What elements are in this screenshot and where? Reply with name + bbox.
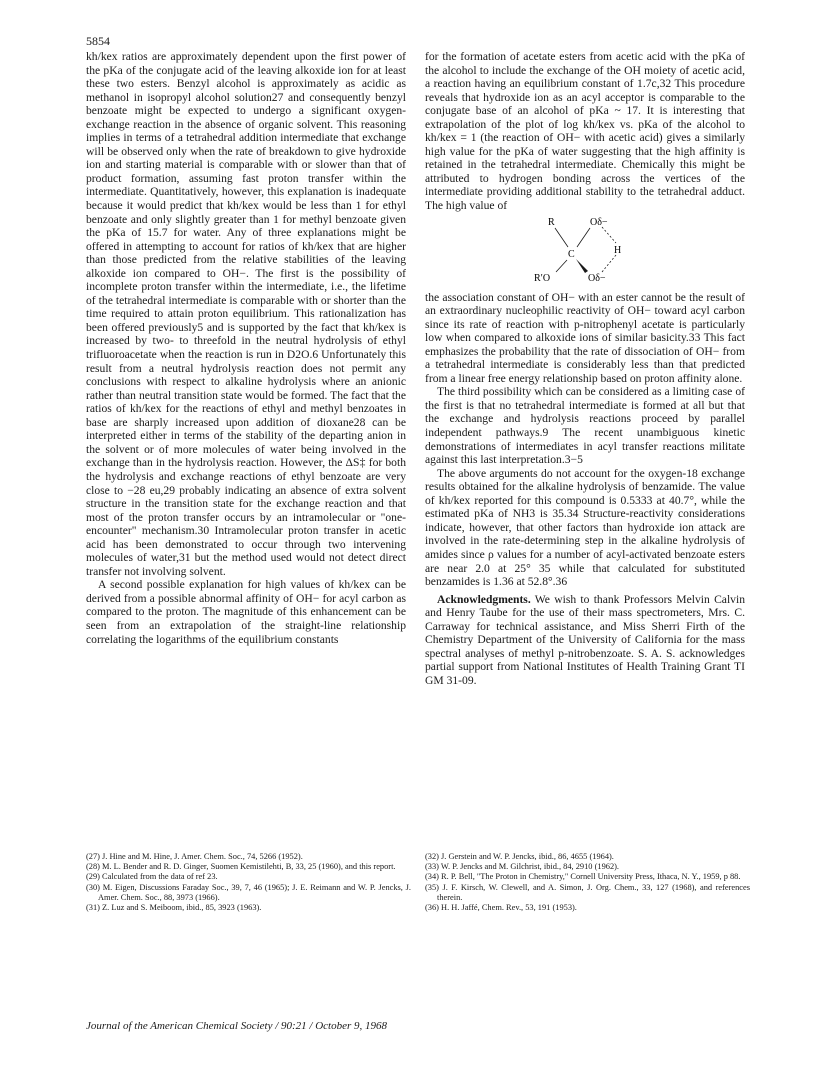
body-paragraph: The third possibility which can be considered as a limiting case of the first is that no tetrahedral intermediate is formed at all but that the exchange and hydrolysis reactions proceed by parallel independent pathways.9 The recent unambiguous kinetic demonstrations of intermediates in acyl transfer reactions militate against this last interpretation.3−5 xyxy=(425,385,745,467)
page-number: 5854 xyxy=(86,34,110,48)
body-paragraph: for the formation of acetate esters from acetic acid with the pKa of the alcohol to include the exchange of the OH moiety of acetic acid, a reaction having an equilibrium constant of 1.7c,32 This procedure reveals that hydroxide ion as an acyl acceptor is comparable to the conjugate base of an alcohol of pKa ~ 17. It is interesting that extrapolation of the plot of log kh/kex vs. pKa of the alcohol to kh/kex = 1 (the reaction of OH− with acetic acid) gives a similarly high value for the pKa of water suggesting that the high affinity is retained in the tetrahedral intermediate. Chemically this might be attributed to hydrogen bonding across the vertices of the intermediate providing additional stability to the tetrahedral adduct. The high value of xyxy=(425,50,745,213)
reference-item: (32) J. Gerstein and W. P. Jencks, ibid., 86, 4655 (1964). xyxy=(425,852,614,861)
references-left xyxy=(86,852,411,913)
reference-item: (33) W. P. Jencks and M. Gilchrist, ibid., 84, 2910 (1962). xyxy=(425,862,620,872)
acknowledgments xyxy=(425,593,745,688)
body-paragraph: A second possible explanation for high values of kh/kex can be derived from a possible abnormal affinity of OH− for acyl carbon as compared to the proton. The magnitude of this enhancement can be seen from an extrapolation of the straight-line relationship correlating the logarithms of the equilibrium constants xyxy=(86,578,406,646)
left-column xyxy=(86,50,406,646)
bond-c-o-top xyxy=(577,228,590,247)
reference-item: (30) M. Eigen, Discussions Faraday Soc., 39, 7, 46 (1965); J. E. Reimann and W. P. Jencks, J. Amer. Chem. Soc., 88, 3973 (1966). xyxy=(86,882,411,902)
reference-item: (31) Z. Luz and S. Meiboom, ibid., 85, 3923 (1963). xyxy=(86,903,262,913)
atom-o-top: Oδ− xyxy=(590,216,608,228)
acknowledgments-heading: Acknowledgments. xyxy=(437,592,531,606)
reference-item: (28) M. L. Bender and R. D. Ginger, Suomen Kemistilehti, B, 33, 25 (1960), and this report. xyxy=(86,862,396,872)
bond-c-o-bottom-wedge xyxy=(576,259,588,273)
body-paragraph: The above arguments do not account for the oxygen-18 exchange results obtained for the alkaline hydrolysis of benzamide. The value of kh/kex reported for this compound is 0.5333 at 40.7°, while the estimated pKa of NH3 is 35.34 Structure-reactivity considerations indicate, however, that other factors than hydroxide ion attack are involved in the rate-determining step in the alkaline hydrolysis of amides since ρ values for a number of acyl-activated benzoate esters are near 2.0 at 25° 35 while that calculated for substituted benzamides is 1.36 at 52.8°.36 xyxy=(425,466,745,589)
reference-item: (27) J. Hine and M. Hine, J. Amer. Chem. Soc., 74, 5266 (1952). xyxy=(86,852,303,861)
journal-footer: Journal of the American Chemical Society / 90:21 / October 9, 1968 xyxy=(86,1020,388,1032)
bond-c-or xyxy=(556,260,567,272)
body-paragraph: kh/kex ratios are approximately dependent upon the first power of the pKa of the conjugate acid of the leaving alkoxide ion for at least these two esters. Benzyl alcohol is approximately as acidic as methanol in isopropyl alcohol solution27 and consequently benzyl benzoate might be expected to undergo a significant oxygen-exchange reaction in the absence of organic solvent. This reasoning implies in terms of a tetrahedral addition intermediate that exchange will be observed only when the rate of breakdown to give hydroxide ion and starting material is comparable with or slower than that of product formation, assuming fast proton transfer within the intermediate. Quantitatively, however, this explanation is inadequate because it would predict that kh/kex would be less than 1 for ethyl benzoate and only slightly greater than 1 for methyl benzoate given the pKa of 15.7 for water. Any of three explanations might be offered in attempting to account for ratios of kh/kex that are higher than those predicted from the relative stabilities of the leaving alkoxide ion compared to OH−. The first is the possibility of incomplete proton transfer within the intermediate, i.e., the lifetime of the tetrahedral intermediate is comparable with or shorter than the time required to attain proton equilibrium. This rationalization has been offered previously5 and is supported by the fact that kh/kex is increased by two- to threefold in the neutral hydrolysis of ethyl trifluoroacetate when the reaction is run in D2O.6 Unfortunately this result from a neutral hydrolysis reaction does not permit any conclusions with respect to alkaline hydrolysis where an anionic rather than neutral transition state would be formed. The fact that the ratios of kh/kex for the reactions of ethyl and methyl benzoates in base are sharply increased upon addition of dioxane28 can be interpreted either in terms of the stability of the departing anion in the solvent or of more molecules of water being involved in the exchange than in the hydrolysis reaction. However, the ΔS‡ for both the hydrolysis and exchange reactions of ethyl benzoate are very close to −28 eu,29 probably indicating an absence of extra solvent structure in the transition state for the exchange reaction and that most of the proton transfer occurs by an intramolecular or "one-encounter" mechanism.30 Intramolecular proton transfer in acetic acid has been demonstrated to occur through two intervening molecules of water,31 but the method used would not detect direct transfer not involving solvent. xyxy=(86,50,406,578)
atom-o-bottom: Oδ− xyxy=(588,272,606,284)
right-column xyxy=(425,50,745,687)
structure-diagram xyxy=(530,215,640,285)
reference-item: (35) J. F. Kirsch, W. Clewell, and A. Simon, J. Org. Chem., 33, 127 (1968), and references therein. xyxy=(425,882,750,902)
atom-c: C xyxy=(568,248,575,260)
reference-item: (36) H. H. Jaffé, Chem. Rev., 53, 191 (1953). xyxy=(425,903,577,913)
body-paragraph: the association constant of OH− with an ester cannot be the result of an extraordinary nucleophilic reactivity of OH− toward acyl carbon since its rate of reaction with p-nitrophenyl acetate is particularly low when compared to alkoxide ions of similar basicity.33 This fact emphasizes the probability that the rate of dissociation of OH− from a tetrahedral intermediate is considerably less than that predicted from a linear free energy relationship based on proton affinity alone. xyxy=(425,290,745,385)
reference-item: (29) Calculated from the data of ref 23. xyxy=(86,872,218,882)
acknowledgments-text: We wish to thank Professors Melvin Calvin and Henry Taube for the use of their mass spectrometers, Mrs. C. Carraway for technical assistance, and Miss Sherri Firth of the Chemistry Department of the University of California for the mass spectral analyses of methyl p-nitrobenzoate. S. A. S. acknowledges partial support from National Institutes of Health Training Grant TI GM 31-09. xyxy=(425,592,745,687)
atom-h: H xyxy=(614,244,622,256)
hbond-top xyxy=(602,227,616,243)
atom-r-prime-o: R′O xyxy=(534,272,551,284)
atom-r: R xyxy=(548,216,555,228)
tetrahedral-intermediate-structure xyxy=(425,215,745,287)
hbond-bottom xyxy=(602,255,616,272)
bond-r-c xyxy=(555,228,568,247)
references-right xyxy=(425,852,750,913)
reference-item: (34) R. P. Bell, "The Proton in Chemistry," Cornell University Press, Ithaca, N. Y., 1959, p 88. xyxy=(425,872,741,882)
